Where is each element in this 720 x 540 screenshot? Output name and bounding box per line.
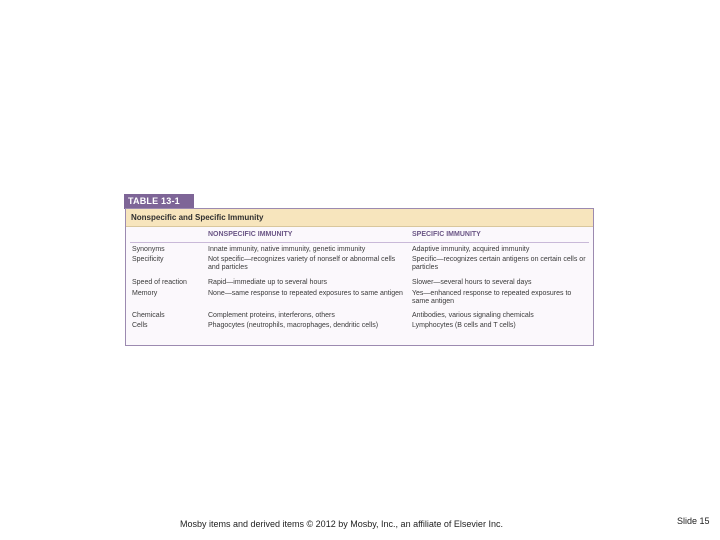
slide-number: Slide 15 (677, 516, 710, 526)
table-number-tag: TABLE 13-1 (124, 194, 194, 209)
row-label: Synonyms (132, 246, 165, 253)
header-divider (130, 242, 589, 243)
nonspecific-cell: Rapid—immediate up to several hours (208, 279, 328, 286)
specific-cell: Yes—enhanced response to repeated exposures to same antigen (412, 290, 572, 305)
immunity-table (125, 208, 594, 346)
specific-cell: Lymphocytes (B cells and T cells) (412, 322, 516, 329)
nonspecific-cell: Phagocytes (neutrophils, macrophages, dendritic cells) (208, 322, 379, 329)
nonspecific-cell: None—same response to repeated exposures to same antigen (208, 290, 403, 297)
specific-cell: Specific—recognizes certain antigens on certain cells or particles (412, 256, 586, 271)
row-label: Memory (132, 290, 158, 297)
column-header-specific: SPECIFIC IMMUNITY (412, 231, 481, 238)
row-label: Speed of reaction (132, 279, 187, 286)
specific-cell: Adaptive immunity, acquired immunity (412, 246, 530, 253)
nonspecific-cell: Innate immunity, native immunity, genetic immunity (208, 246, 366, 253)
table-title: Nonspecific and Specific Immunity (126, 209, 593, 227)
column-header-nonspecific: NONSPECIFIC IMMUNITY (208, 231, 293, 238)
specific-cell: Antibodies, various signaling chemicals (412, 312, 534, 319)
copyright-footer: Mosby items and derived items © 2012 by Mosby, Inc., an affiliate of Elsevier Inc. (180, 519, 503, 529)
row-label: Cells (132, 322, 148, 329)
specific-cell: Slower—several hours to several days (412, 279, 532, 286)
row-label: Specificity (132, 256, 164, 263)
row-label: Chemicals (132, 312, 165, 319)
nonspecific-cell: Complement proteins, interferons, others (208, 312, 335, 319)
nonspecific-cell: Not specific—recognizes variety of nonself or abnormal cells and particles (208, 256, 396, 271)
